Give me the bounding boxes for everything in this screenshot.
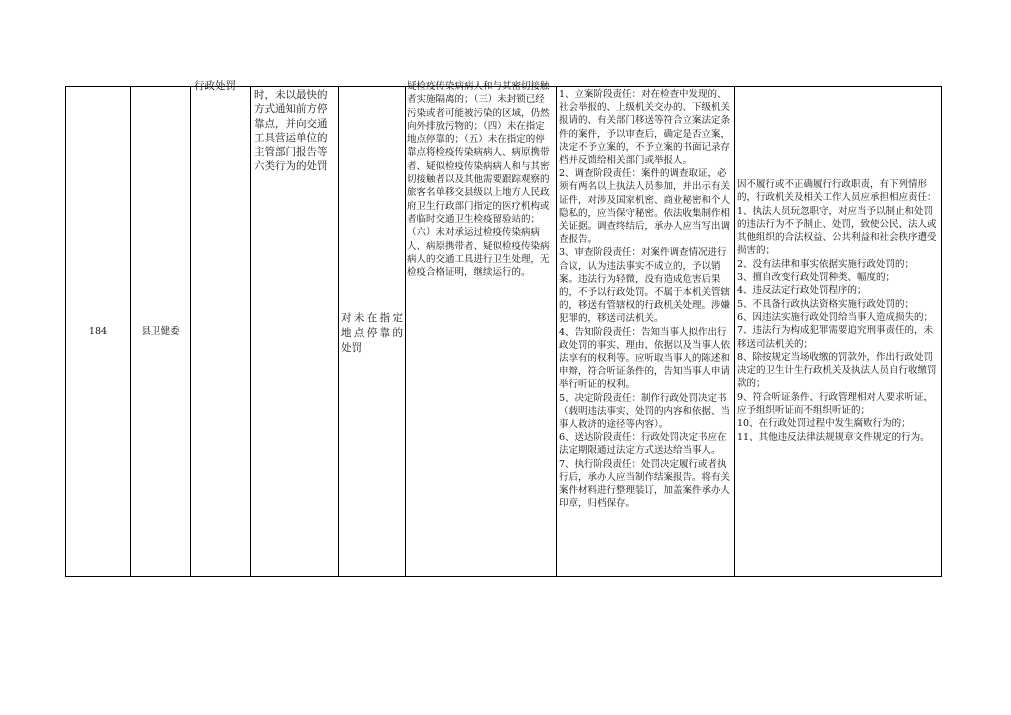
table-bottom-border: [65, 576, 942, 577]
department-cell: 县卫健委: [141, 326, 180, 337]
item-name-cell: 对未在指定地点停靠的处罚: [341, 312, 403, 354]
col-border-7: [734, 86, 735, 577]
col-border-5: [405, 86, 406, 577]
responsibility-cell: 1、立案阶段责任：对在检查中发现的、社会举报的、上级机关交办的、下级机关报请的、有关部门移送等符合立案法定条件的案件，予以审查后，确定是否立案，决定不予立案的，不予立案的书面记录存档并反馈给相关部门或举报人。 2、调查阶段责任：案件的调查取证，必须有两名以上执法人员参加，并出示有关证件，对涉及国家机密、商业秘密和个人隐私的，应当保守秘密。依法收集制作相关证据。调查终结后，承办人应当写出调查报告。 3、审查阶段责任：对案件调查情况进行合议，认为违法事实不成立的，予以销案。违法行为轻微，没有造成危害后果的，不予以行政处罚。不属于本机关管辖的，移送有管辖权的行政机关处理。涉嫌犯罪的，移送司法机关。 4、告知阶段责任：告知当事人拟作出行政处罚的事实、理由、依据以及当事人依法享有的权利等。应听取当事人的陈述和申辩，符合听证条件的，告知当事人申请举行听证的权利。 5、决定阶段责任：制作行政处罚决定书（载明违法事实、处罚的内容和依据、当事人救济的途径等内容）。 6、送达阶段责任：行政处罚决定书应在法定期限通过法定方式送达给当事人。 7、执行阶段责任：处罚决定履行或者执行后，承办人应当制作结案报告。将有关案件材料进行整理装订，加盖案件承办人印章，归档保存。: [559, 89, 731, 510]
detail-cell: 疑检疫传染病病人和与其密切接触者实施隔离的；（三）未封锁已经污染或者可能被污染的区域，仍然向外排放污物的；（四）未在指定地点停靠的；（五）未在指定的停靠点将检疫传染病病人、病原携带者、疑似检疫传染病病人和与其密切接触者以及其他需要跟踪观察的旅客名单移交县级以上地方人民政府卫生行政部门指定的医疗机构或者临时交通卫生检疫留验站的；（六）未对承运过检疫传染病病人、病原携带者、疑似检疫传染病病人的交通工具进行卫生处理，无检疫合格证明，继续运行的。: [407, 81, 550, 279]
accountability-cell: 因不履行或不正确履行行政职责，有下列情形的，行政机关及相关工作人员应承担相应责任： 1、执法人员玩忽职守，对应当予以制止和处罚的违法行为不予制止、处罚，致使公民、法人或其他组织的合法权益、公共利益和社会秩序遭受损害的； 2、没有法律和事实依据实施行政处罚的； 3、擅自改变行政处罚种类、幅度的； 4、违反法定行政处罚程序的； 5、不具备行政执法资格实施行政处罚的； 6、因违法实施行政处罚给当事人造成损失的； 7、违法行为构成犯罪需要追究刑事责任的，未移送司法机关的； 8、除按规定当场收缴的罚款外，作出行政处罚决定的卫生计生行政机关及执法人员自行收缴罚款的； 9、符合听证条件、行政管理相对人要求听证，应予组织听证而不组织听证的； 10、在行政处罚过程中发生腐败行为的； 11、其他违反法律法规规章文件规定的行为。: [737, 179, 937, 443]
col-border-3: [250, 86, 251, 577]
col-border-6: [556, 86, 557, 577]
seq-cell: 184: [88, 326, 108, 337]
col-border-2: [190, 86, 191, 577]
category-cell: 行政处罚: [194, 80, 236, 92]
basis-cell: 时，未以最快的方式通知前方停靠点，并向交通工具营运单位的主管部门报告等六类行为的处罚: [254, 89, 328, 173]
col-border-4: [338, 86, 339, 577]
col-border-8: [941, 86, 942, 577]
